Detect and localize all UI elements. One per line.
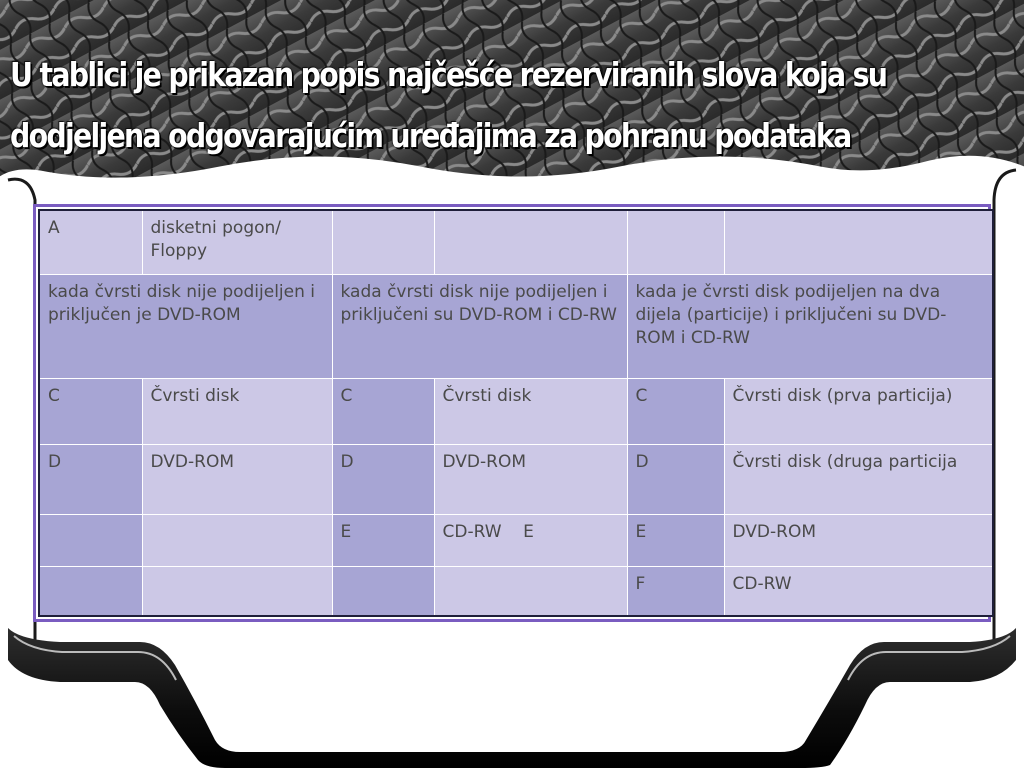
column-group-header: kada čvrsti disk nije podijeljen i priključen je DVD-ROM [39, 274, 332, 378]
device-cell: Čvrsti disk (druga particija [724, 444, 993, 514]
drive-letter-cell [39, 514, 142, 566]
bottom-frame [8, 628, 1016, 768]
drive-letter-cell: D [627, 444, 724, 514]
drive-letter-cell: D [39, 444, 142, 514]
slide-title [10, 44, 887, 166]
device-cell: CD-RW E [434, 514, 627, 566]
table-cell [434, 210, 627, 274]
table-row [39, 514, 993, 566]
device-cell: DVD-ROM [724, 514, 993, 566]
table-cell: disketni pogon/ Floppy [142, 210, 332, 274]
table-cell [332, 210, 434, 274]
title-line-2: dodjeljena odgovarajućim uređajima za pohranu podataka [10, 116, 851, 155]
device-cell: DVD-ROM [434, 444, 627, 514]
title-line-1: U tablici je prikazan popis najčešće rezerviranih slova koja su [10, 55, 887, 94]
drive-letter-cell [332, 566, 434, 616]
table-row [39, 210, 993, 274]
table-row [39, 566, 993, 616]
device-cell: Čvrsti disk (prva particija) [724, 378, 993, 444]
table-row [39, 378, 993, 444]
device-cell [142, 514, 332, 566]
drive-letter-cell [39, 566, 142, 616]
device-cell: Čvrsti disk [434, 378, 627, 444]
device-cell: CD-RW [724, 566, 993, 616]
drive-letter-cell: E [332, 514, 434, 566]
table-header-row [39, 274, 993, 378]
drive-letters-table [38, 209, 994, 617]
device-cell [434, 566, 627, 616]
drive-letters-table-frame [33, 204, 991, 622]
table-cell [627, 210, 724, 274]
table-cell: A [39, 210, 142, 274]
table-cell [724, 210, 993, 274]
drive-letter-cell: C [39, 378, 142, 444]
device-cell [142, 566, 332, 616]
device-cell: DVD-ROM [142, 444, 332, 514]
drive-letter-cell: F [627, 566, 724, 616]
drive-letter-cell: E [627, 514, 724, 566]
drive-letter-cell: D [332, 444, 434, 514]
column-group-header: kada čvrsti disk nije podijeljen i priključeni su DVD-ROM i CD-RW [332, 274, 627, 378]
drive-letter-cell: C [332, 378, 434, 444]
device-cell: Čvrsti disk [142, 378, 332, 444]
column-group-header: kada je čvrsti disk podijeljen na dva dijela (particije) i priključeni su DVD-ROM i CD-RW [627, 274, 993, 378]
table-row [39, 444, 993, 514]
drive-letter-cell: C [627, 378, 724, 444]
